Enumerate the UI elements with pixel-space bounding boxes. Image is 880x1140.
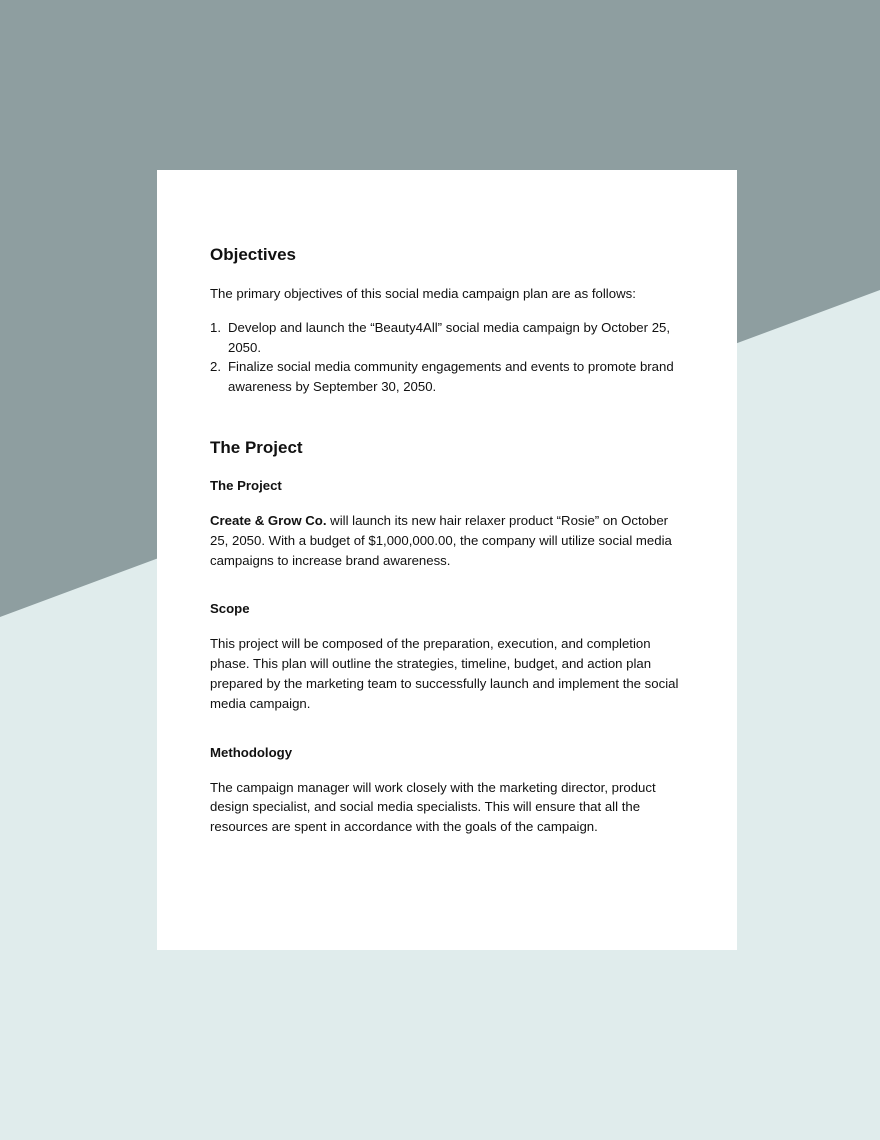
objectives-heading: Objectives	[210, 245, 296, 264]
company-name: Create & Grow Co.	[210, 512, 327, 528]
methodology-heading: Methodology	[210, 744, 293, 760]
scope-heading: Scope	[210, 601, 250, 617]
project-subheading: The Project	[210, 477, 282, 493]
scope-text: This project will be composed of the preparation, execution, and completion phase. This plan will outline the strategies, timeline, budget, and action plan prepared by the marketing team to successfully launch and implement the social media campaign.	[210, 636, 679, 711]
objectives-intro: The primary objectives of this social media campaign plan are as follows:	[210, 286, 636, 301]
project-description-text: will launch its new hair relaxer product “Rosie” on October 25, 2050. With a budget of $1,000,000.00, the company will utilize social media campaigns to increase brand awareness.	[210, 512, 672, 568]
list-item-number: 2.	[210, 359, 221, 375]
list-item-text: Develop and launch the “Beauty4All” social media campaign by October 25, 2050.	[228, 319, 671, 355]
list-item	[210, 318, 687, 358]
methodology-text: The campaign manager will work closely with the marketing director, product design specialist, and social media specialists. This will ensure that all the resources are spent in accordance with the goals of the campaign.	[210, 779, 656, 835]
project-heading: The Project	[210, 437, 303, 457]
list-item	[210, 357, 687, 397]
document-page	[157, 170, 737, 950]
project-description	[210, 511, 687, 570]
objectives-list	[210, 318, 687, 397]
list-item-number: 1.	[210, 319, 221, 335]
list-item-text: Finalize social media community engagements and events to promote brand awareness by September 30, 2050.	[228, 359, 674, 395]
